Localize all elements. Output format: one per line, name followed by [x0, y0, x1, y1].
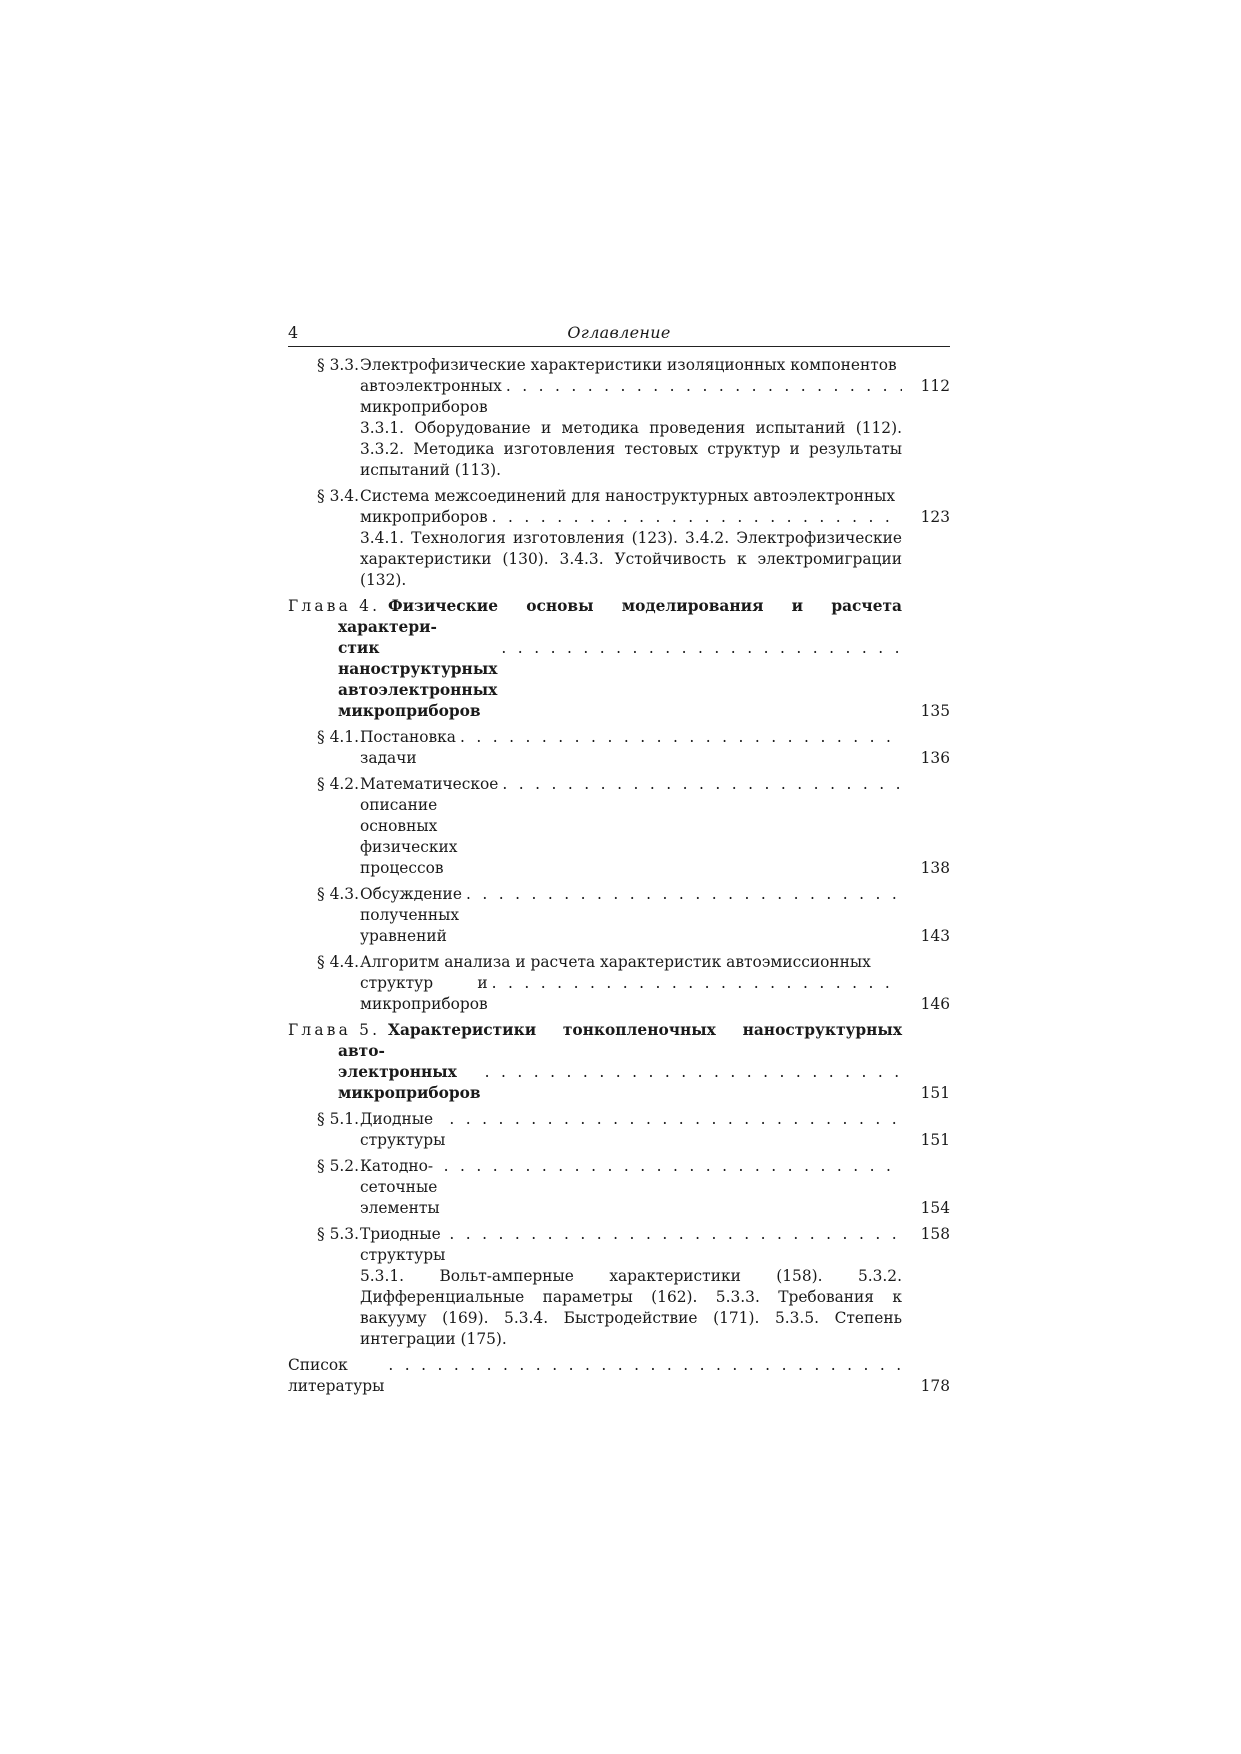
dot-leader: [449, 1109, 902, 1130]
leader-line: [360, 1224, 902, 1266]
dot-leader: [460, 727, 902, 748]
running-header: [288, 318, 950, 347]
section-title: Катодно-сеточные элементы: [360, 1157, 440, 1217]
section-number: § 4.4.: [317, 953, 359, 971]
toc-entry-3-3[interactable]: [288, 355, 950, 481]
subsection-list: 3.4.1. Технология изготовления (123). 3.4.2. Электрофизические характеристики (130). 3.4.3. Устойчивость к электромиграции (132).: [360, 529, 902, 589]
leader-line: [360, 507, 902, 528]
toc-entry-4-3[interactable]: [288, 884, 950, 947]
page-ref: 138: [920, 859, 950, 877]
dot-leader: [501, 638, 902, 659]
bibliography-title: Список литературы: [288, 1356, 385, 1395]
chapter-label: Глава 4.: [288, 597, 381, 615]
toc-chapter-4[interactable]: [288, 596, 950, 722]
section-number: § 5.1.: [317, 1110, 359, 1128]
section-title: Постановка задачи: [360, 728, 456, 767]
section-title: Триодные структуры: [360, 1225, 446, 1264]
section-title-line: Электрофизические характеристики изоляционных компонентов: [360, 356, 897, 374]
subsection-list: 3.3.1. Оборудование и методика проведения испытаний (112). 3.3.2. Методика изготовления тестовых структур и результаты испытаний (113).: [360, 419, 902, 479]
page-ref: 112: [920, 377, 950, 395]
toc-entry-5-3[interactable]: [288, 1224, 950, 1350]
section-title: [360, 486, 950, 528]
section-title-line: Алгоритм анализа и расчета характеристик автоэмиссионных: [360, 953, 871, 971]
chapter-title-line: стик наноструктурных автоэлектронных микроприборов: [338, 639, 498, 720]
chapter-title: [338, 596, 950, 722]
dot-leader: [466, 884, 902, 905]
toc-entry-5-1[interactable]: [288, 1109, 950, 1151]
dot-leader: [492, 507, 902, 528]
dot-leader: [502, 774, 902, 795]
section-title: Обсуждение полученных уравнений: [360, 885, 462, 945]
chapter-title-line: Физические основы моделирования и расчета характери-: [338, 597, 902, 636]
leader-line: [360, 774, 902, 879]
page-number: 4: [288, 323, 299, 342]
toc-entry-4-4[interactable]: [288, 952, 950, 1015]
page-ref: 146: [920, 995, 950, 1013]
dot-leader: [449, 1224, 902, 1245]
book-page: [288, 318, 950, 1397]
page-ref: 135: [920, 702, 950, 720]
dot-leader: [444, 1156, 902, 1177]
page-ref: 151: [920, 1084, 950, 1102]
page-ref: 158: [920, 1225, 950, 1243]
leader-line: [360, 973, 902, 1015]
leader-line: [288, 1355, 902, 1397]
toc-chapter-5[interactable]: [288, 1020, 950, 1104]
leader-line: [338, 1062, 902, 1104]
page-ref: 154: [920, 1199, 950, 1217]
toc-entry-4-2[interactable]: [288, 774, 950, 879]
section-title: [360, 952, 950, 1015]
page-ref: 178: [920, 1377, 950, 1395]
section-title-line: автоэлектронных микроприборов: [360, 377, 502, 416]
page-ref: 123: [920, 508, 950, 526]
leader-line: [360, 376, 902, 418]
dot-leader: [485, 1062, 902, 1083]
page-ref: 136: [920, 749, 950, 767]
page-ref: 151: [920, 1131, 950, 1149]
section-number: § 5.3.: [317, 1225, 359, 1243]
toc-entry-4-1[interactable]: [288, 727, 950, 769]
subsection-list: 5.3.1. Вольт-амперные характеристики (158). 5.3.2. Дифференциальные параметры (162). 5.3.3. Требования к вакууму (169). 5.3.4. Быстродействие (171). 5.3.5. Степень интеграции (175).: [360, 1267, 902, 1348]
section-title: Диодные структуры: [360, 1110, 446, 1149]
leader-line: [360, 727, 902, 769]
leader-line: [360, 1109, 902, 1151]
toc-entry-5-2[interactable]: [288, 1156, 950, 1219]
section-number: § 4.3.: [317, 885, 359, 903]
toc-entry-3-4[interactable]: [288, 486, 950, 591]
chapter-title-line: электронных микроприборов: [338, 1063, 481, 1102]
page-ref: 143: [920, 927, 950, 945]
leader-line: [360, 1156, 902, 1219]
section-title: [360, 355, 950, 418]
section-number: § 3.4.: [317, 487, 359, 505]
section-title: Математическое описание основных физических процессов: [360, 775, 499, 877]
dot-leader: [388, 1355, 902, 1376]
section-number: § 3.3.: [317, 356, 359, 374]
leader-line: [360, 884, 902, 947]
leader-line: [338, 638, 902, 722]
table-of-contents: [288, 355, 950, 1397]
chapter-title-line: Характеристики тонкопленочных наноструктурных авто-: [338, 1021, 902, 1060]
section-title-line: Система межсоединений для наноструктурных автоэлектронных: [360, 487, 896, 505]
chapter-label: Глава 5.: [288, 1021, 381, 1039]
section-number: § 5.2.: [317, 1157, 359, 1175]
section-number: § 4.2.: [317, 775, 359, 793]
section-title-line: микроприборов: [360, 508, 488, 526]
chapter-title: [338, 1020, 950, 1104]
section-number: § 4.1.: [317, 728, 359, 746]
dot-leader: [506, 376, 902, 397]
toc-bibliography[interactable]: [288, 1355, 950, 1397]
section-title-line: структур и микроприборов: [360, 974, 488, 1013]
running-title: Оглавление: [567, 323, 671, 342]
dot-leader: [492, 973, 902, 994]
